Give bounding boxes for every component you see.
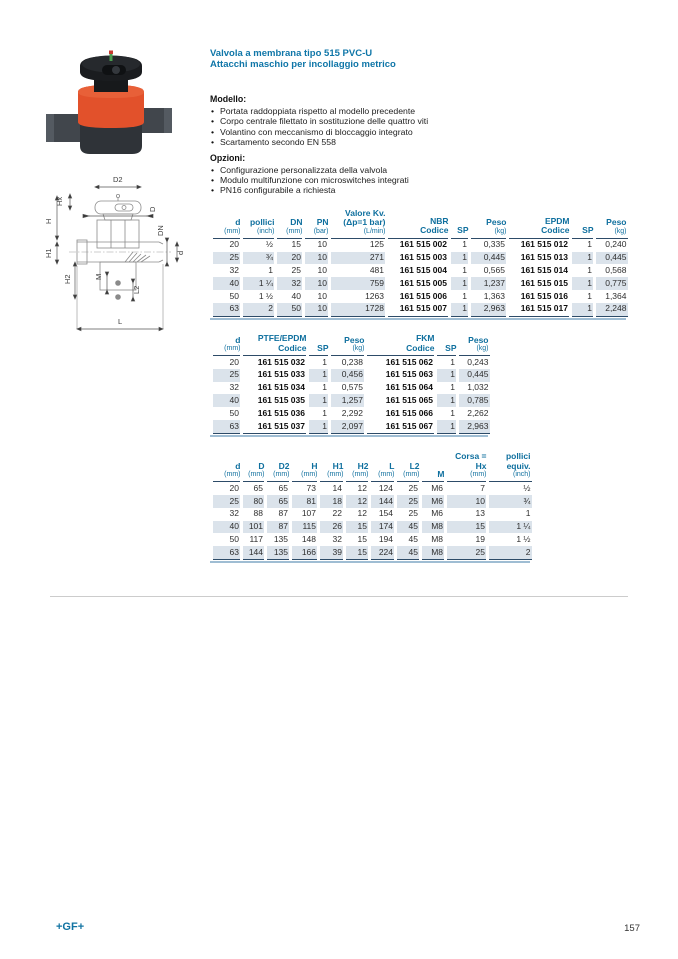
table-cell: 2,262 bbox=[458, 407, 490, 420]
table-cell: M6 bbox=[421, 508, 446, 521]
table-cell: 25 bbox=[446, 546, 488, 559]
ordering-table-nbr-epdm-wrap bbox=[210, 209, 626, 320]
table-cell: 50 bbox=[276, 303, 304, 316]
table-cell: 1 bbox=[436, 420, 458, 433]
dim-label-h: H bbox=[44, 218, 53, 224]
column-header: M bbox=[421, 452, 446, 482]
table-cell: 65 bbox=[266, 495, 291, 508]
table-cell: 1 bbox=[450, 264, 470, 277]
table-row bbox=[212, 394, 490, 407]
column-header: PTFE/EPDM Codice bbox=[242, 334, 308, 356]
table-cell: ½ bbox=[242, 238, 276, 251]
table-cell: 1 bbox=[242, 264, 276, 277]
table-cell: 144 bbox=[242, 546, 266, 559]
table-cell: 1,363 bbox=[470, 290, 508, 303]
table-cell: 7 bbox=[446, 482, 488, 495]
table-cell: 1 bbox=[308, 420, 330, 433]
table-header-row bbox=[212, 209, 628, 239]
table-cell: 25 bbox=[396, 495, 421, 508]
table-cell: 20 bbox=[212, 238, 242, 251]
table-cell: 1 bbox=[450, 252, 470, 265]
code-cell: 161 515 014 bbox=[508, 264, 571, 277]
table-cell: 32 bbox=[276, 277, 304, 290]
table-row bbox=[212, 369, 490, 382]
table-cell: 1 bbox=[450, 277, 470, 290]
code-cell: 161 515 066 bbox=[366, 407, 436, 420]
code-cell: 161 515 063 bbox=[366, 369, 436, 382]
table-cell: 1 ¼ bbox=[242, 277, 276, 290]
column-header: D2 (mm) bbox=[266, 452, 291, 482]
table-cell: 117 bbox=[242, 533, 266, 546]
table-cell: 1 bbox=[436, 407, 458, 420]
code-cell: 161 515 017 bbox=[508, 303, 571, 316]
table-cell: M6 bbox=[421, 482, 446, 495]
dimensions-table bbox=[210, 452, 532, 560]
table-cell: 0,568 bbox=[595, 264, 628, 277]
table-cell: 50 bbox=[212, 290, 242, 303]
table-cell: 1 bbox=[436, 394, 458, 407]
dim-label-l2: L2 bbox=[132, 285, 141, 294]
model-bullet-list bbox=[210, 106, 634, 148]
table-cell: 87 bbox=[266, 508, 291, 521]
table-cell: 0,775 bbox=[595, 277, 628, 290]
table-cell: 0,238 bbox=[330, 356, 366, 369]
table-cell: 10 bbox=[304, 290, 330, 303]
table-cell: 10 bbox=[304, 252, 330, 265]
table-cell: 26 bbox=[319, 521, 345, 534]
table-row bbox=[212, 277, 628, 290]
table-cell: 10 bbox=[304, 277, 330, 290]
table-cell: 0,565 bbox=[470, 264, 508, 277]
section-divider bbox=[50, 596, 628, 597]
table-cell: 32 bbox=[212, 508, 242, 521]
table-cell: 65 bbox=[266, 482, 291, 495]
table-cell: 1,364 bbox=[595, 290, 628, 303]
table-cell: M8 bbox=[421, 533, 446, 546]
table-cell: 0,240 bbox=[595, 238, 628, 251]
table-cell: 1 ½ bbox=[488, 533, 532, 546]
column-header: FKM Codice bbox=[366, 334, 436, 356]
code-cell: 161 515 036 bbox=[242, 407, 308, 420]
table-cell: 759 bbox=[330, 277, 387, 290]
table-cell: 1 bbox=[436, 369, 458, 382]
code-cell: 161 515 004 bbox=[387, 264, 450, 277]
table-cell: ½ bbox=[488, 482, 532, 495]
table-cell: 2,292 bbox=[330, 407, 366, 420]
table-cell: 32 bbox=[212, 264, 242, 277]
table-cell: 87 bbox=[266, 521, 291, 534]
bullet-item: • PN16 configurabile a richiesta bbox=[210, 185, 634, 195]
options-bullet-list bbox=[210, 165, 634, 196]
table-cell: 20 bbox=[276, 252, 304, 265]
table-cell: 81 bbox=[291, 495, 319, 508]
table-cell: 1 bbox=[571, 277, 595, 290]
table-cell: 0,575 bbox=[330, 382, 366, 395]
table-cell: 1 bbox=[571, 303, 595, 316]
table-cell: 25 bbox=[396, 508, 421, 521]
column-header: H (mm) bbox=[291, 452, 319, 482]
code-cell: 161 515 065 bbox=[366, 394, 436, 407]
table-cell: 1 bbox=[308, 394, 330, 407]
table-cell: 0,335 bbox=[470, 238, 508, 251]
table-cell: 1 bbox=[308, 407, 330, 420]
table-cell: 101 bbox=[242, 521, 266, 534]
table-cell: 73 bbox=[291, 482, 319, 495]
table-cell: 0,445 bbox=[458, 369, 490, 382]
column-header: pollici (inch) bbox=[242, 209, 276, 239]
dim-label-dn: DN bbox=[156, 225, 165, 236]
table-cell: 481 bbox=[330, 264, 387, 277]
column-header: Peso (kg) bbox=[470, 209, 508, 239]
bullet-item: • Portata raddoppiata rispetto al modello precedente bbox=[210, 106, 634, 116]
table-cell: 40 bbox=[212, 521, 242, 534]
column-header: Peso (kg) bbox=[458, 334, 490, 356]
table-row bbox=[212, 382, 490, 395]
table-cell: 40 bbox=[276, 290, 304, 303]
column-header: EPDM Codice bbox=[508, 209, 571, 239]
page-title bbox=[210, 48, 634, 70]
page-number: 157 bbox=[624, 923, 640, 934]
table-cell: 135 bbox=[266, 533, 291, 546]
table-cell: 15 bbox=[276, 238, 304, 251]
column-header: Valore Kv. (Δp=1 bar) (L/min) bbox=[330, 209, 387, 239]
product-photo-valve bbox=[44, 48, 176, 160]
dim-label-d-small: d bbox=[176, 250, 185, 255]
table-cell: 13 bbox=[446, 508, 488, 521]
table-cell: 1 bbox=[436, 382, 458, 395]
table-cell: 45 bbox=[396, 521, 421, 534]
table-cell: 1 bbox=[308, 382, 330, 395]
table-cell: 80 bbox=[242, 495, 266, 508]
table-cell: 15 bbox=[446, 521, 488, 534]
table-cell: 1 bbox=[308, 356, 330, 369]
table-cell: 1 ¼ bbox=[488, 521, 532, 534]
code-cell: 161 515 067 bbox=[366, 420, 436, 433]
ordering-table-ptfe-fkm-wrap bbox=[210, 334, 488, 437]
table-cell: 154 bbox=[370, 508, 396, 521]
table-cell: 12 bbox=[345, 508, 370, 521]
bullet-item: • Configurazione personalizzata della valvola bbox=[210, 165, 634, 175]
dim-label-l: L bbox=[118, 317, 123, 326]
ordering-table-nbr-epdm bbox=[210, 209, 628, 317]
dim-label-h2: H2 bbox=[63, 274, 72, 284]
table-cell: 144 bbox=[370, 495, 396, 508]
dim-label-m: M bbox=[94, 273, 103, 280]
table-cell: 22 bbox=[319, 508, 345, 521]
table-cell: 10 bbox=[304, 238, 330, 251]
table-cell: 65 bbox=[242, 482, 266, 495]
table-cell: 1 bbox=[571, 264, 595, 277]
table-cell: M8 bbox=[421, 546, 446, 559]
table-cell: ¾ bbox=[488, 495, 532, 508]
code-cell: 161 515 032 bbox=[242, 356, 308, 369]
dim-label-hx: Hx bbox=[55, 196, 64, 206]
table-cell: 25 bbox=[396, 482, 421, 495]
column-header: NBR Codice bbox=[387, 209, 450, 239]
table-cell: 63 bbox=[212, 546, 242, 559]
column-header: d (mm) bbox=[212, 334, 242, 356]
table-cell: 107 bbox=[291, 508, 319, 521]
table-cell: 125 bbox=[330, 238, 387, 251]
table-cell: M8 bbox=[421, 521, 446, 534]
table-cell: 1 bbox=[571, 238, 595, 251]
bullet-item: • Scartamento secondo EN 558 bbox=[210, 137, 634, 147]
table-cell: 25 bbox=[276, 264, 304, 277]
table-cell: 1263 bbox=[330, 290, 387, 303]
code-cell: 161 515 035 bbox=[242, 394, 308, 407]
code-cell: 161 515 003 bbox=[387, 252, 450, 265]
table-cell: 15 bbox=[345, 521, 370, 534]
column-header: SP bbox=[436, 334, 458, 356]
code-cell: 161 515 034 bbox=[242, 382, 308, 395]
table-cell: 25 bbox=[212, 369, 242, 382]
table-cell: 25 bbox=[212, 252, 242, 265]
table-cell: 1 bbox=[488, 508, 532, 521]
table-header-row bbox=[212, 452, 532, 482]
table-cell: 0,445 bbox=[470, 252, 508, 265]
table-row bbox=[212, 546, 532, 559]
table-cell: 0,445 bbox=[595, 252, 628, 265]
code-cell: 161 515 002 bbox=[387, 238, 450, 251]
column-header: Peso (kg) bbox=[595, 209, 628, 239]
dim-label-d2: D2 bbox=[113, 175, 123, 184]
table-cell: 32 bbox=[212, 382, 242, 395]
column-header: H1 (mm) bbox=[319, 452, 345, 482]
table-cell: 14 bbox=[319, 482, 345, 495]
table-cell: 15 bbox=[345, 546, 370, 559]
table-cell: 271 bbox=[330, 252, 387, 265]
table-cell: 40 bbox=[212, 277, 242, 290]
table-cell: ¾ bbox=[242, 252, 276, 265]
table-cell: M6 bbox=[421, 495, 446, 508]
table-cell: 2 bbox=[242, 303, 276, 316]
code-cell: 161 515 016 bbox=[508, 290, 571, 303]
table-row bbox=[212, 303, 628, 316]
table-header-row bbox=[212, 334, 490, 356]
table-row bbox=[212, 420, 490, 433]
column-header: Peso (kg) bbox=[330, 334, 366, 356]
table-row bbox=[212, 356, 490, 369]
table-cell: 1 bbox=[308, 369, 330, 382]
code-cell: 161 515 015 bbox=[508, 277, 571, 290]
title-line-1: Valvola a membrana tipo 515 PVC-U bbox=[210, 48, 373, 59]
table-cell: 1 bbox=[571, 290, 595, 303]
table-cell: 135 bbox=[266, 546, 291, 559]
column-header: SP bbox=[450, 209, 470, 239]
table-cell: 63 bbox=[212, 420, 242, 433]
dim-label-d-cap: D bbox=[148, 206, 157, 212]
table-row bbox=[212, 407, 490, 420]
table-cell: 25 bbox=[212, 495, 242, 508]
table-cell: 194 bbox=[370, 533, 396, 546]
section-heading-modello: Modello: bbox=[210, 94, 247, 104]
table-cell: 15 bbox=[345, 533, 370, 546]
table-cell: 115 bbox=[291, 521, 319, 534]
table-cell: 2,963 bbox=[470, 303, 508, 316]
code-cell: 161 515 007 bbox=[387, 303, 450, 316]
code-cell: 161 515 037 bbox=[242, 420, 308, 433]
title-line-2: Attacchi maschio per incollaggio metrico bbox=[210, 59, 396, 70]
table-row bbox=[212, 508, 532, 521]
table-cell: 1,032 bbox=[458, 382, 490, 395]
column-header: H2 (mm) bbox=[345, 452, 370, 482]
table-cell: 1 bbox=[436, 356, 458, 369]
table-row bbox=[212, 238, 628, 251]
table-cell: 1 bbox=[450, 303, 470, 316]
table-cell: 88 bbox=[242, 508, 266, 521]
table-cell: 1,237 bbox=[470, 277, 508, 290]
column-header: Corsa = Hx (mm) bbox=[446, 452, 488, 482]
table-cell: 18 bbox=[319, 495, 345, 508]
column-header: D (mm) bbox=[242, 452, 266, 482]
table-cell: 50 bbox=[212, 407, 242, 420]
code-cell: 161 515 012 bbox=[508, 238, 571, 251]
table-cell: 12 bbox=[345, 495, 370, 508]
table-cell: 10 bbox=[304, 303, 330, 316]
bullet-item: • Volantino con meccanismo di bloccaggio integrato bbox=[210, 127, 634, 137]
table-cell: 1 bbox=[450, 290, 470, 303]
table-cell: 19 bbox=[446, 533, 488, 546]
table-cell: 2,963 bbox=[458, 420, 490, 433]
column-header: pollici equiv. (inch) bbox=[488, 452, 532, 482]
table-row bbox=[212, 521, 532, 534]
table-cell: 124 bbox=[370, 482, 396, 495]
content-column bbox=[210, 48, 634, 563]
column-header: SP bbox=[308, 334, 330, 356]
table-cell: 50 bbox=[212, 533, 242, 546]
table-cell: 0,456 bbox=[330, 369, 366, 382]
column-header: d (mm) bbox=[212, 209, 242, 239]
table-cell: 10 bbox=[446, 495, 488, 508]
table-row bbox=[212, 290, 628, 303]
table-cell: 2,097 bbox=[330, 420, 366, 433]
table-cell: 2 bbox=[488, 546, 532, 559]
table-cell: 224 bbox=[370, 546, 396, 559]
table-cell: 45 bbox=[396, 546, 421, 559]
gf-logo: +GF+ bbox=[56, 921, 85, 933]
code-cell: 161 515 013 bbox=[508, 252, 571, 265]
table-cell: 1 bbox=[450, 238, 470, 251]
column-header: L (mm) bbox=[370, 452, 396, 482]
code-cell: 161 515 033 bbox=[242, 369, 308, 382]
table-cell: 1 bbox=[571, 252, 595, 265]
table-cell: 20 bbox=[212, 482, 242, 495]
table-cell: 40 bbox=[212, 394, 242, 407]
table-cell: 39 bbox=[319, 546, 345, 559]
dim-label-h1: H1 bbox=[44, 248, 53, 258]
ordering-table-ptfe-fkm bbox=[210, 334, 490, 434]
table-row bbox=[212, 533, 532, 546]
column-header: SP bbox=[571, 209, 595, 239]
table-cell: 174 bbox=[370, 521, 396, 534]
table-cell: 20 bbox=[212, 356, 242, 369]
table-cell: 166 bbox=[291, 546, 319, 559]
code-cell: 161 515 064 bbox=[366, 382, 436, 395]
column-header: PN (bar) bbox=[304, 209, 330, 239]
dimension-drawing bbox=[25, 166, 210, 342]
table-cell: 2,248 bbox=[595, 303, 628, 316]
table-cell: 1728 bbox=[330, 303, 387, 316]
column-header: DN (mm) bbox=[276, 209, 304, 239]
table-cell: 32 bbox=[319, 533, 345, 546]
dimensions-table-wrap bbox=[210, 452, 530, 563]
table-row bbox=[212, 252, 628, 265]
table-cell: 1,257 bbox=[330, 394, 366, 407]
table-cell: 0,243 bbox=[458, 356, 490, 369]
table-cell: 10 bbox=[304, 264, 330, 277]
table-row bbox=[212, 264, 628, 277]
table-cell: 63 bbox=[212, 303, 242, 316]
table-cell: 0,785 bbox=[458, 394, 490, 407]
table-cell: 148 bbox=[291, 533, 319, 546]
bullet-item: • Modulo multifunzione con microswitches integrati bbox=[210, 175, 634, 185]
code-cell: 161 515 062 bbox=[366, 356, 436, 369]
bullet-item: • Corpo centrale filettato in sostituzione delle quattro viti bbox=[210, 116, 634, 126]
table-row bbox=[212, 482, 532, 495]
column-header: L2 (mm) bbox=[396, 452, 421, 482]
table-row bbox=[212, 495, 532, 508]
table-cell: 1 ½ bbox=[242, 290, 276, 303]
table-cell: 45 bbox=[396, 533, 421, 546]
code-cell: 161 515 006 bbox=[387, 290, 450, 303]
table-cell: 12 bbox=[345, 482, 370, 495]
code-cell: 161 515 005 bbox=[387, 277, 450, 290]
column-header: d (mm) bbox=[212, 452, 242, 482]
section-heading-opzioni: Opzioni: bbox=[210, 152, 246, 163]
